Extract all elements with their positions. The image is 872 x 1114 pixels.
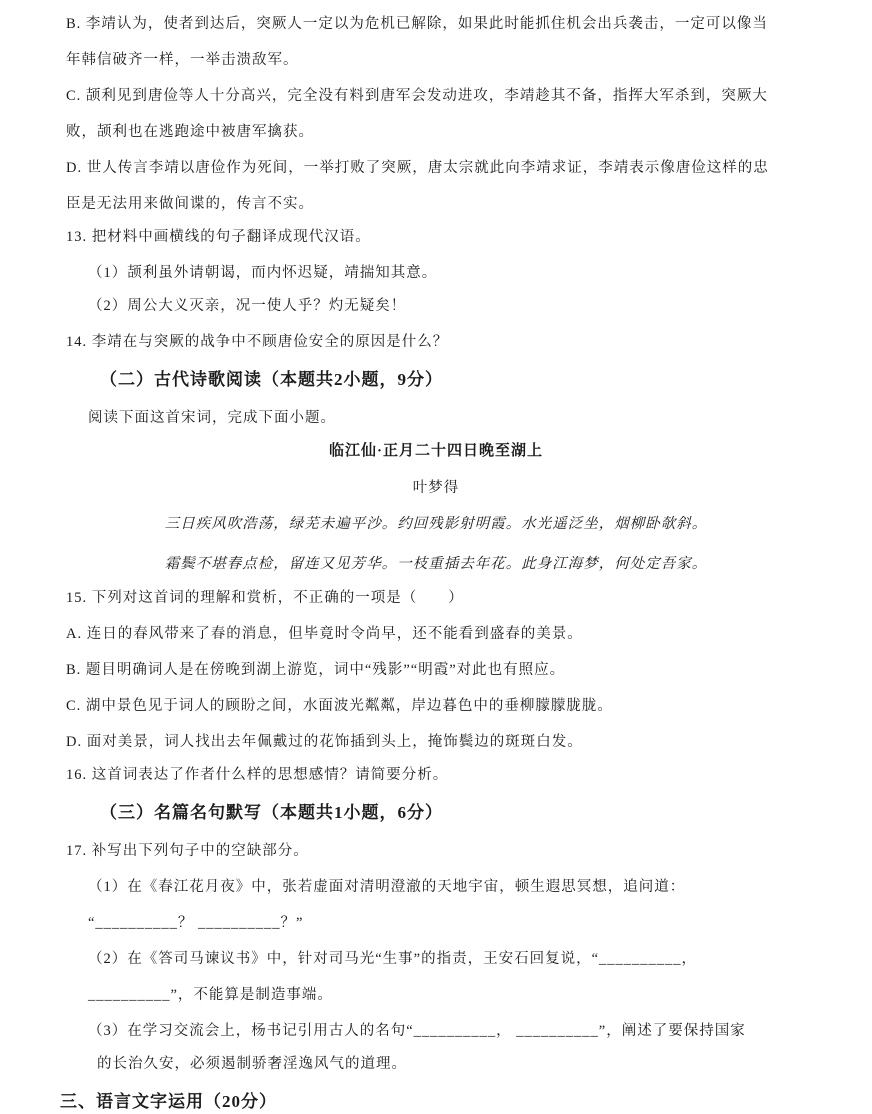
question-15-stem: 15. 下列对这首词的理解和赏析，不正确的一项是（ ）	[66, 590, 464, 606]
question-17-sub2-line1: （2）在《答司马谏议书》中，针对司马光“生事”的指责，王安石回复说，“__________，	[88, 951, 698, 967]
option-b-line1: B. 李靖认为，使者到达后，突厥人一定以为危机已解除，如果此时能抓住机会出兵袭击，一定可以像当	[66, 16, 768, 32]
section-heading-dictation: （三）名篇名句默写（本题共1小题，6分）	[100, 803, 443, 822]
question-15-option-a: A. 连日的春风带来了春的消息，但毕竟时令尚早，还不能看到盛春的美景。	[66, 626, 583, 642]
question-17-sub1-blanks: “__________？ __________？”	[88, 915, 304, 931]
question-17-stem: 17. 补写出下列句子中的空缺部分。	[66, 843, 309, 859]
question-13-sub2: （2）周公大义灭亲，况一使人乎？灼无疑矣！	[88, 298, 407, 314]
option-b-line2: 年韩信破齐一样，一举击溃敌军。	[66, 52, 299, 68]
question-17-sub2-line2: __________”，不能算是制造事端。	[88, 987, 333, 1003]
question-17-sub1-line1: （1）在《春江花月夜》中，张若虚面对清明澄澈的天地宇宙，顿生遐思冥想，追问道：	[88, 879, 686, 895]
question-13-stem: 13. 把材料中画横线的句子翻译成现代汉语。	[66, 229, 371, 245]
question-15-option-b: B. 题目明确词人是在傍晚到湖上游览，词中“残影”“明霞”对此也有照应。	[66, 662, 566, 678]
poem-line-2: 霜鬓不堪春点检，留连又见芳华。一枝重插去年花。此身江海梦，何处定吾家。	[164, 556, 708, 572]
question-17-sub3-line2: 的长治久安，必须遏制骄奢淫逸风气的道理。	[97, 1056, 407, 1072]
option-d-line1: D. 世人传言李靖以唐俭作为死间，一举打败了突厥，唐太宗就此向李靖求证，李靖表示像唐俭这样的忠	[66, 160, 769, 176]
question-15-option-d: D. 面对美景，词人找出去年佩戴过的花饰插到头上，掩饰鬓边的斑斑白发。	[66, 734, 583, 750]
section-heading-language-use: 三、语言文字运用（20分）	[60, 1092, 277, 1111]
question-15-option-c: C. 湖中景色见于词人的顾盼之间，水面波光粼粼，岸边暮色中的垂柳朦朦胧胧。	[66, 698, 613, 714]
question-16-stem: 16. 这首词表达了作者什么样的思想感情？请简要分析。	[66, 767, 449, 783]
question-13-sub1: （1）颉利虽外请朝谒，而内怀迟疑，靖揣知其意。	[88, 265, 438, 281]
question-17-sub3-line1: （3）在学习交流会上，杨书记引用古人的名句“__________， __________”，阐述了要保持国家	[88, 1023, 746, 1039]
option-d-line2: 臣是无法用来做间谍的，传言不实。	[66, 196, 314, 212]
poem-author: 叶梦得	[412, 480, 460, 496]
poetry-intro: 阅读下面这首宋词，完成下面小题。	[88, 410, 336, 426]
poem-line-1: 三日疾风吹浩荡，绿芜未遍平沙。约回残影射明霞。水光遥泛坐，烟柳卧欹斜。	[164, 516, 708, 532]
option-c-line1: C. 颉利见到唐俭等人十分高兴，完全没有料到唐军会发动进攻，李靖趁其不备，指挥大军杀到，突厥大	[66, 88, 768, 104]
option-c-line2: 败，颉利也在逃跑途中被唐军擒获。	[66, 124, 314, 140]
section-heading-poetry: （二）古代诗歌阅读（本题共2小题，9分）	[100, 370, 443, 389]
poem-title: 临江仙·正月二十四日晚至湖上	[328, 443, 543, 459]
question-14-stem: 14. 李靖在与突厥的战争中不顾唐俭安全的原因是什么？	[66, 334, 449, 350]
